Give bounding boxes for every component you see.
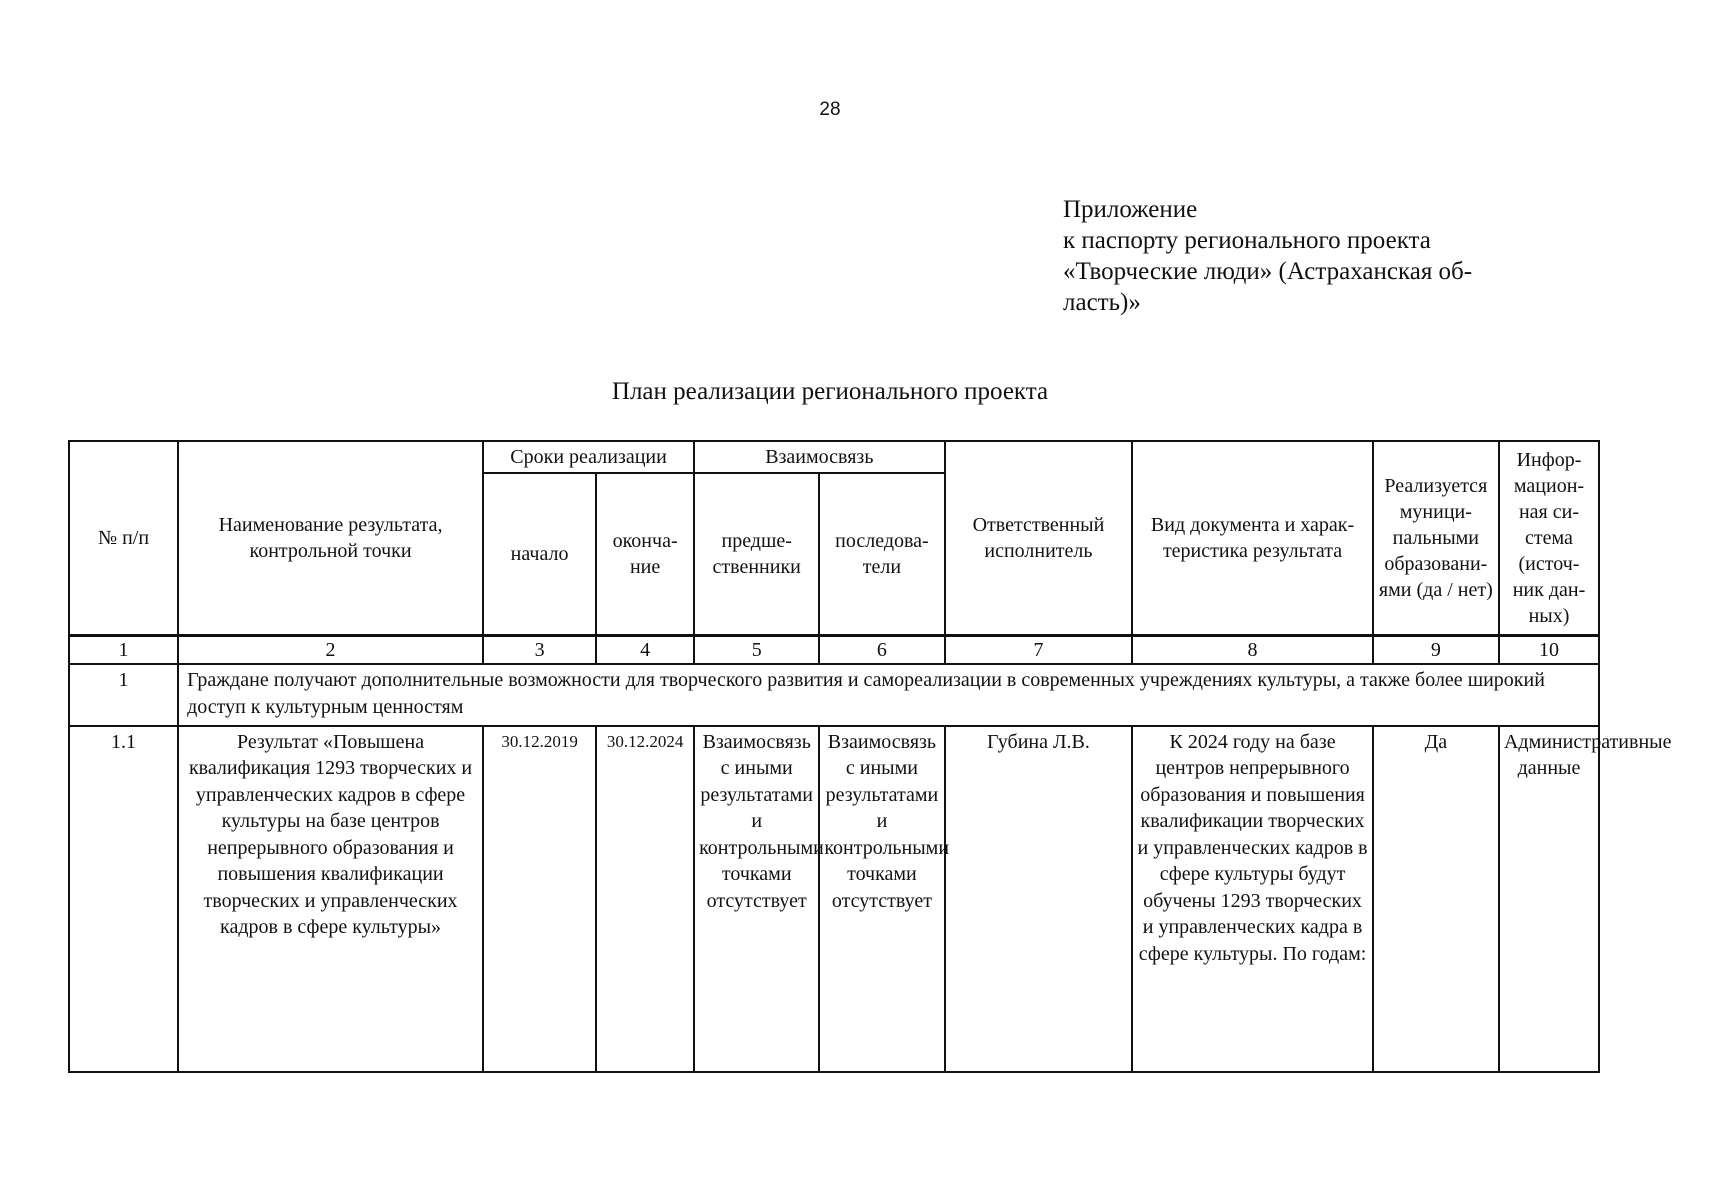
header-num: № п/п	[69, 441, 178, 635]
column-number: 6	[819, 635, 944, 664]
result-start: 30.12.2019	[483, 726, 596, 1072]
page-number: 28	[819, 99, 841, 120]
column-number: 5	[694, 635, 819, 664]
goal-text: Граждане получают дополнительные возможности для творческого развития и самореализации в современных учреждениях культуры, а также более широкий доступ к культурным ценностям	[178, 664, 1599, 726]
implementation-plan-table	[68, 440, 1672, 1073]
column-number: 2	[178, 635, 483, 664]
appendix-line: ласть)»	[1063, 289, 1141, 316]
result-num: 1.1	[69, 726, 178, 1072]
result-municipal: Да	[1373, 726, 1499, 1072]
column-number: 1	[69, 635, 178, 664]
result-successors: Взаимосвязь с иными результатами и контрольными точками отсутствует	[819, 726, 944, 1072]
appendix-line: к паспорту регионального проекта	[1063, 227, 1431, 254]
column-number: 4	[596, 635, 694, 664]
document-title: План реализации регионального проекта	[611, 378, 1049, 405]
column-number: 7	[945, 635, 1133, 664]
result-doc-type: К 2024 году на базе центров непрерывного образования и повышения квалификации творческих и управленческих кадров в сфере культуры будут обучены 1293 творческих и управленческих кадра в сфере культуры. По годам:	[1132, 726, 1372, 1072]
header-doc-type: Вид документа и харак-теристика результата	[1132, 441, 1372, 635]
header-responsible: Ответственный исполнитель	[945, 441, 1133, 635]
goal-num: 1	[69, 664, 178, 726]
header-start: начало	[483, 473, 596, 635]
header-info-system: Инфор-мацион-ная си-стема (источ-ник дан-ных)	[1499, 441, 1599, 635]
header-terms: Сроки реализации	[483, 441, 694, 473]
column-number: 3	[483, 635, 596, 664]
result-row	[69, 726, 1599, 1072]
column-number-row	[69, 635, 1599, 664]
appendix-line: Приложение	[1063, 196, 1198, 223]
appendix-note	[1063, 194, 1533, 318]
header-end: оконча-ние	[596, 473, 694, 635]
column-number: 10	[1499, 635, 1599, 664]
result-end: 30.12.2024	[596, 726, 694, 1072]
column-number: 9	[1373, 635, 1499, 664]
result-responsible: Губина Л.В.	[945, 726, 1133, 1072]
result-name: Результат «Повышена квалификация 1293 творческих и управленческих кадров в сфере культуры на базе центров непрерывного образования и повышения квалификации творческих и управленческих кадров в сфере культуры»	[178, 726, 483, 1072]
header-successors: последова-тели	[819, 473, 944, 635]
header-municipal: Реализуется муници-пальными образовани-ями (да / нет)	[1373, 441, 1499, 635]
result-predecessors: Взаимосвязь с иными результатами и контрольными точками отсутствует	[694, 726, 819, 1072]
goal-row	[69, 664, 1599, 726]
result-info-system: Административные данные	[1499, 726, 1599, 1072]
appendix-line: «Творческие люди» (Астраханская об-	[1063, 258, 1473, 285]
column-number: 8	[1132, 635, 1372, 664]
header-predecessors: предше-ственники	[694, 473, 819, 635]
header-name: Наименование результата, контрольной точки	[178, 441, 483, 635]
header-relation: Взаимосвязь	[694, 441, 944, 473]
